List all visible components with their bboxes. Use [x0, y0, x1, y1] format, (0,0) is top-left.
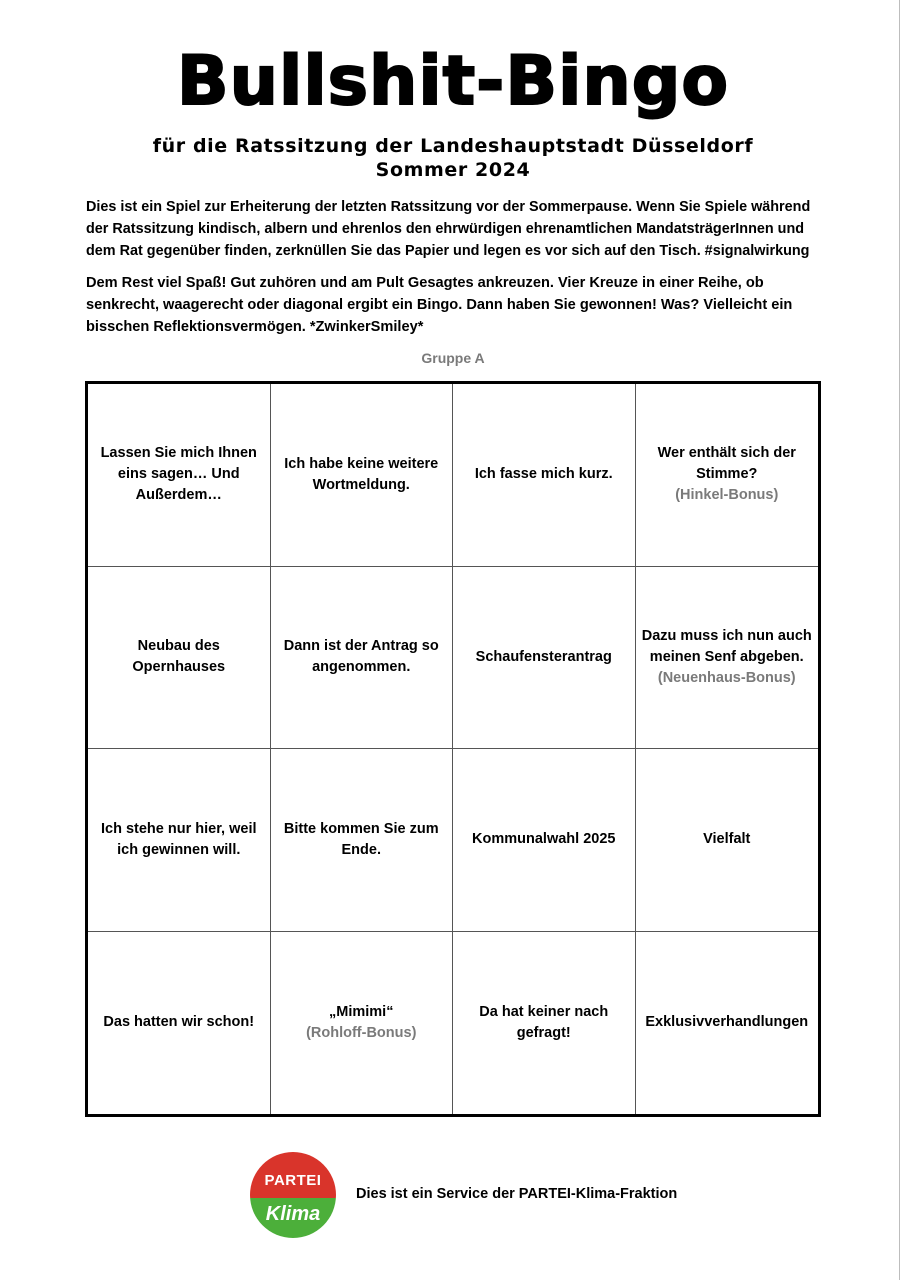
page-edge-line [899, 0, 900, 1280]
bingo-cell[interactable] [88, 567, 271, 750]
cell-text: Ich fasse mich kurz. [474, 466, 613, 483]
bingo-cell[interactable] [453, 749, 636, 932]
logo-top-text: PARTEI [250, 1152, 336, 1198]
cell-text: Das hatten wir schon! [103, 1014, 255, 1031]
cell-text: Lassen Sie mich Ihnen eins sagen… Und Außerdem… [100, 445, 257, 504]
cell-text: Schaufensterantrag [475, 648, 612, 665]
cell-text: Ich stehe nur hier, weil ich gewinnen will. [100, 820, 257, 858]
bingo-grid [85, 381, 821, 1117]
group-label: Gruppe A [421, 350, 485, 366]
bingo-cell[interactable] [271, 384, 454, 567]
cell-text: „Mimimi“ [329, 1003, 394, 1020]
bingo-cell[interactable] [636, 749, 819, 932]
intro-text-2: Dem Rest viel Spaß! Gut zuhören und am Pult Gesagtes ankreuzen. Vier Kreuze in einer Reihe, ob senkrecht, waagerecht oder diagonal ergibt ein Bingo. Dann haben Sie gewonnen! Was? Vielleicht ein bisschen Reflektionsvermögen. *ZwinkerSmiley* [86, 275, 793, 335]
bingo-cell[interactable] [636, 384, 819, 567]
bingo-cell[interactable] [271, 932, 454, 1115]
bingo-cell[interactable] [453, 567, 636, 750]
cell-text: Vielfalt [703, 831, 751, 848]
intro-paragraph-1 [86, 196, 818, 262]
cell-text: Wer enthält sich der Stimme? [657, 445, 796, 483]
cell-text: Bitte kommen Sie zum Ende. [283, 820, 439, 858]
bingo-cell[interactable] [271, 567, 454, 750]
bingo-cell[interactable] [453, 384, 636, 567]
subtitle-line-1: für die Ratssitzung der Landeshauptstadt Düsseldorf [152, 135, 754, 157]
cell-text: Dazu muss ich nun auch meinen Senf abgeben. [641, 627, 812, 665]
intro-paragraph-2 [86, 272, 818, 338]
partei-klima-logo [250, 1152, 336, 1238]
footer-text: Dies ist ein Service der PARTEI-Klima-Fraktion [356, 1186, 678, 1202]
page-title: Bullshit-Bingo [176, 42, 730, 121]
bingo-cell[interactable] [636, 932, 819, 1115]
cell-text: Exklusivverhandlungen [645, 1014, 809, 1031]
bingo-cell[interactable] [636, 567, 819, 750]
bingo-cell[interactable] [88, 749, 271, 932]
bingo-cell[interactable] [88, 932, 271, 1115]
cell-bonus: (Hinkel-Bonus) [675, 487, 779, 504]
cell-text: Dann ist der Antrag so angenommen. [283, 638, 439, 676]
cell-bonus: (Rohloff-Bonus) [306, 1024, 417, 1041]
cell-text: Neubau des Opernhauses [132, 638, 226, 676]
logo-bottom-text: Klima [250, 1198, 336, 1238]
cell-text: Kommunalwahl 2025 [472, 831, 616, 848]
intro-text-1: Dies ist ein Spiel zur Erheiterung der letzten Ratssitzung vor der Sommerpause. Wenn Sie Spiele während der Ratssitzung kindisch, albern und ehrenlos den ehrwürdigen ehrenamtlichen MandatsträgerInnen und dem Rat gegenüber finden, zerknüllen Sie das Papier und legen es vor sich auf den Tisch. #signalwirkung [86, 199, 811, 259]
cell-bonus: (Neuenhaus-Bonus) [657, 669, 796, 686]
cell-text: Ich habe keine weitere Wortmeldung. [284, 455, 439, 493]
bingo-cell[interactable] [453, 932, 636, 1115]
subtitle [0, 134, 906, 182]
subtitle-line-2: Sommer 2024 [375, 159, 531, 181]
bingo-cell[interactable] [88, 384, 271, 567]
cell-text: Da hat keiner nach gefragt! [479, 1003, 609, 1041]
bingo-cell[interactable] [271, 749, 454, 932]
